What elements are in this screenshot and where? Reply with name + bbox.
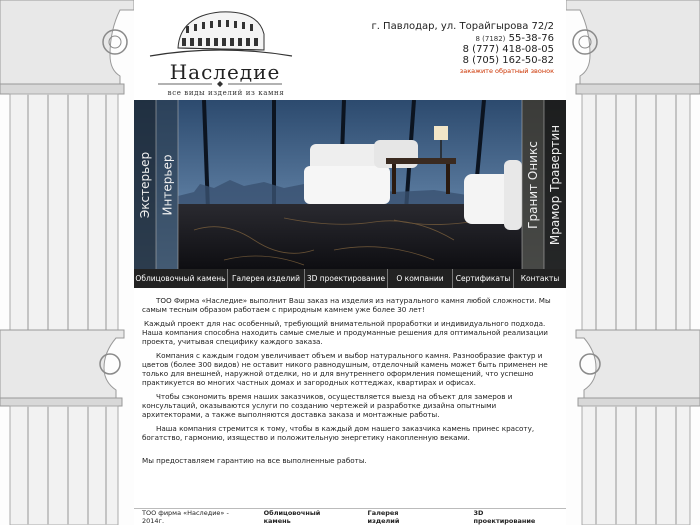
- logo[interactable]: [140, 4, 300, 96]
- content-paragraph: ТОО Фирма «Наследие» выполнит Ваш заказ на изделия из натурального камня любой сложности. Мы самым тесным образом работаем с природным камнем уже более 30 лет!: [142, 296, 551, 314]
- menu-item-3d-design[interactable]: 3D проектирование: [305, 269, 388, 288]
- footer-link-gallery[interactable]: Галерея изделий: [367, 509, 400, 525]
- menu-item-certificates[interactable]: Сертификаты: [453, 269, 514, 288]
- contacts-block: [371, 22, 554, 75]
- menu-item-gallery[interactable]: Галерея изделий: [228, 269, 305, 288]
- right-column-decoration: [566, 0, 700, 525]
- phone-2[interactable]: 8 (777) 418-08-05: [462, 44, 554, 55]
- phone-1-number: 55-38-76: [508, 33, 554, 44]
- content-paragraph: Каждый проект для нас особенный, требующий внимательной проработки и индивидуального подхода. Наша компания способна находить самые смелые и продуманные решения для оптимальной реализации проекта, учитывая специфику каждого заказа.: [142, 319, 548, 346]
- site-header: [134, 0, 566, 100]
- callback-link[interactable]: закажите обратный звонок: [459, 67, 554, 75]
- tab-exterior-label: Экстерьер: [138, 151, 153, 218]
- menu-item-about[interactable]: О компании: [388, 269, 453, 288]
- main-menu: [134, 269, 566, 288]
- hero-banner: [134, 100, 566, 269]
- phone-3[interactable]: 8 (705) 162-50-82: [462, 55, 554, 66]
- logo-tagline: все виды изделий из камня: [167, 89, 285, 97]
- content-paragraph: Чтобы сэкономить время наших заказчиков, осуществляется выезд на объект для замеров и консультаций, оказываются услуги по созданию чертежей и разработке дизайна опытными архитекторами, а также выполняются доставка заказа и монтажные работы.: [142, 392, 513, 419]
- tab-granite-onyx-label: Гранит Оникс: [526, 140, 540, 229]
- tab-exterior[interactable]: [134, 100, 156, 269]
- page-container: [134, 0, 566, 525]
- tab-marble-travertine[interactable]: [544, 100, 566, 269]
- menu-item-facing-stone[interactable]: Облицовочный камень: [134, 269, 228, 288]
- logo-title: Наследие: [169, 60, 281, 84]
- phone-1[interactable]: [371, 34, 554, 44]
- address: г. Павлодар, ул. Торайгырова 72/2: [371, 21, 554, 32]
- content-paragraph: Наша компания стремится к тому, чтобы в каждый дом нашего заказчика камень принес красоту, богатство, гармонию, изящество и положительную энергетику накопленную веками.: [142, 424, 535, 442]
- tab-marble-travertine-label: Мрамор Травертин: [548, 124, 563, 245]
- site-footer: [134, 508, 566, 525]
- interior-photo: [134, 100, 566, 269]
- footer-link-3d-design[interactable]: 3D проектирование: [473, 509, 536, 525]
- phone-1-code: 8 (7182): [475, 35, 506, 43]
- content-paragraph: Мы предоставляем гарантию на все выполненные работы.: [142, 456, 367, 465]
- tab-interior[interactable]: [156, 100, 178, 269]
- left-column-decoration: [0, 0, 134, 525]
- tab-interior-label: Интерьер: [160, 154, 175, 215]
- footer-copyright: ТОО фирма «Наследие» - 2014г.: [142, 509, 229, 525]
- main-content: [142, 296, 558, 470]
- menu-item-contacts[interactable]: Контакты: [520, 274, 560, 283]
- content-paragraph: Компания с каждым годом увеличивает объем и выбор натурального камня. Разнообразие фактур и цветов (более 300 видов) не оставит никого равнодушным, отделочный камень может быть применен не только для внешней, наружной отделки, но и для внутреннего оформления помещений, что успешно практикуется во многих частных домах и загородных коттеджах, квартирах и офисах.: [142, 351, 548, 387]
- tab-granite-onyx[interactable]: [522, 100, 544, 269]
- footer-link-facing-stone[interactable]: Облицовочный камень: [263, 509, 321, 525]
